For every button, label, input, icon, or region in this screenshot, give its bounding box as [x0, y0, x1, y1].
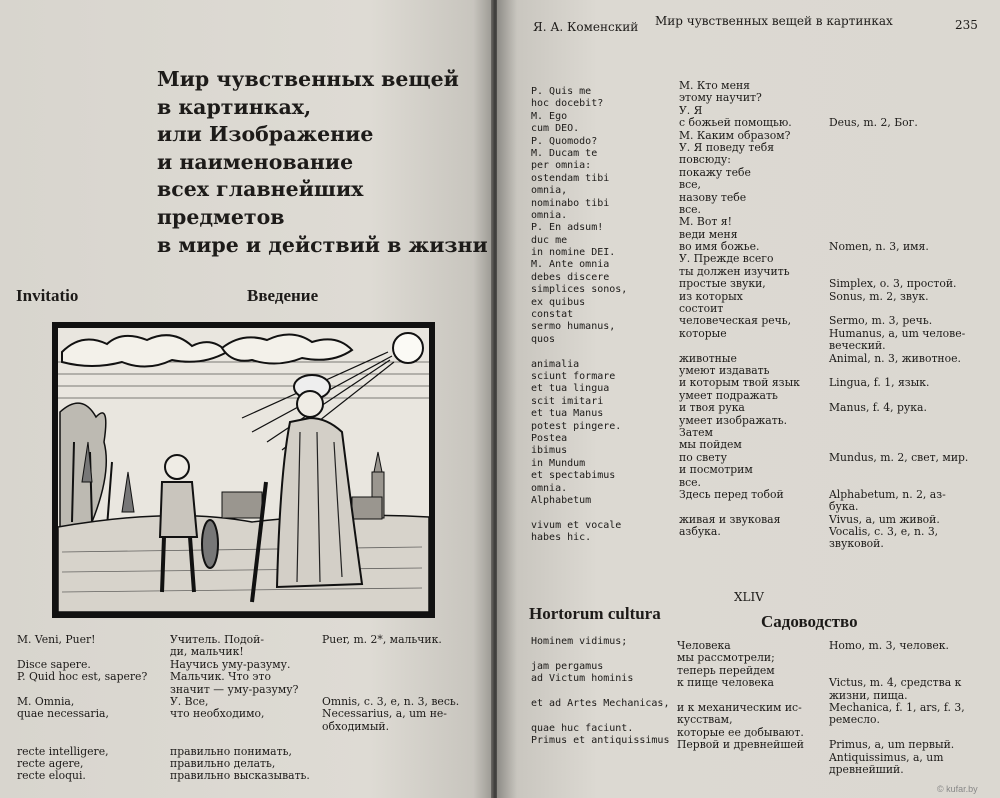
title-line: и наименование: [157, 149, 354, 174]
russian-line: назову тебе: [679, 190, 747, 204]
glossary-line: бука.: [829, 500, 859, 514]
latin-line: jam pergamus: [531, 660, 604, 672]
latin-line: M. Ducam te: [531, 147, 598, 159]
glossary-line: Mechanica, f. 1, ars, f. 3,: [829, 700, 965, 714]
title-line: или Изображение: [157, 122, 374, 147]
russian-line: и посмотрим: [679, 463, 753, 477]
russian-line: [679, 340, 827, 352]
russian-line: мы рассмотрели;: [677, 651, 775, 665]
russian-line: человеческая речь,: [679, 314, 792, 328]
chapter-number: XLIV: [734, 590, 764, 604]
russian-line: умеет изображать.: [679, 413, 788, 427]
glossary-line: Animal, n. 3, животное.: [829, 351, 961, 365]
woodcut-illustration: [52, 322, 435, 618]
running-title: Мир чувственных вещей в картинках: [655, 14, 893, 28]
glossary-line: [322, 646, 487, 658]
russian-line: мы пойдем: [679, 438, 742, 452]
glossary-line: Sonus, m. 2, звук.: [829, 289, 929, 303]
glossary-column: [322, 634, 487, 733]
glossary-line: [322, 659, 487, 671]
section-heading-russian: Введение: [247, 286, 319, 305]
glossary-line: Homo, m. 3, человек.: [829, 639, 949, 652]
russian-line: во имя божье.: [679, 240, 760, 254]
glossary-line: веческий.: [829, 339, 886, 353]
section-heading-latin: Invitatio: [16, 286, 79, 305]
glossary-line: [829, 154, 997, 166]
latin-line: simplices sonos,: [531, 284, 628, 296]
glossary-line: древнейший.: [829, 762, 904, 776]
latin-line: hoc docebit?: [531, 98, 604, 110]
russian-line: правильно делать,: [170, 756, 276, 770]
russian-line: и твоя рука: [679, 401, 745, 415]
latin-column: [531, 86, 671, 544]
glossary-line: Primus, a, um первый.: [829, 738, 955, 752]
chapter-heading-russian: Садоводство: [761, 612, 858, 631]
latin-line: ostendam tibi: [531, 172, 610, 184]
latin-line: [531, 710, 679, 722]
russian-line: М. Каким образом?: [679, 128, 791, 142]
latin-line: recte agere,: [17, 756, 84, 770]
latin-line: M. Omnia,: [17, 694, 75, 708]
page-number: 235: [955, 18, 978, 32]
russian-line: с божьей помощью.: [679, 116, 792, 130]
glossary-line: Necessarius, a, um не-: [322, 707, 447, 721]
russian-line: и которым твой язык: [679, 376, 800, 390]
latin-line: [531, 507, 671, 519]
latin-line: Alphabetum: [531, 494, 592, 506]
russian-line: состоит: [679, 302, 724, 316]
glossary-line: [829, 253, 997, 265]
latin-line: et spectabimus: [531, 470, 616, 482]
russian-line: все.: [679, 475, 701, 489]
russian-line: животные: [679, 351, 737, 365]
russian-line: теперь перейдем: [677, 663, 775, 677]
glossary-line: [829, 652, 997, 664]
latin-line: constat: [531, 309, 574, 321]
russian-line: М. Вот я!: [679, 215, 732, 229]
latin-line: ad Victum hominis: [531, 673, 634, 685]
russian-line: веди меня: [679, 227, 738, 241]
glossary-line: Humanus, a, um челове-: [829, 326, 966, 340]
latin-line: recte eloqui.: [17, 769, 86, 783]
latin-line: quae necessaria,: [17, 707, 109, 721]
russian-line: все,: [679, 178, 701, 192]
latin-line: P. Quid hoc est, sapere?: [17, 670, 148, 684]
russian-line: по свету: [679, 450, 727, 464]
glossary-column: [829, 80, 997, 551]
russian-line: ди, мальчик!: [170, 645, 244, 659]
glossary-line: Mundus, m. 2, свет, мир.: [829, 450, 969, 464]
latin-line: cum DEO.: [531, 123, 580, 135]
latin-line: sermo humanus,: [531, 321, 616, 333]
glossary-line: Sermo, m. 3, речь.: [829, 314, 933, 328]
russian-line: и к механическим ис-: [677, 700, 802, 714]
glossary-line: Puer, m. 2*, мальчик.: [322, 633, 442, 646]
latin-line: debes discere: [531, 271, 610, 283]
russian-line: простые звуки,: [679, 277, 766, 291]
russian-line: У. Я поведу тебя: [679, 140, 775, 154]
latin-line: habes hic.: [531, 532, 592, 544]
glossary-line: [829, 142, 997, 154]
latin-line: nominabo tibi: [531, 197, 610, 209]
latin-line: duc me: [531, 234, 568, 246]
latin-line: animalia: [531, 358, 580, 370]
russian-line: которые ее добывают.: [677, 725, 804, 739]
russian-line: азбука.: [679, 525, 721, 539]
russian-line: правильно понимать,: [170, 744, 292, 758]
latin-line: ibimus: [531, 445, 568, 457]
russian-line: покажу тебе: [679, 165, 751, 179]
latin-line: omnia.: [531, 209, 568, 221]
latin-line: potest pingere.: [531, 420, 622, 432]
latin-line: recte intelligere,: [17, 744, 109, 758]
woodcut-teacher-and-boy: [52, 322, 435, 618]
glossary-line: [829, 167, 997, 179]
latin-line: P. En adsum!: [531, 222, 604, 234]
latin-line: in nomine DEI.: [531, 247, 616, 259]
glossary-line: [829, 192, 997, 204]
russian-line: Первой и древнейшей: [677, 738, 804, 752]
russian-line: которые: [679, 326, 727, 340]
glossary-line: [829, 130, 997, 142]
glossary-line: [829, 216, 997, 228]
title-line: в картинках,: [157, 94, 312, 119]
chapter-russian-column: [677, 640, 827, 752]
russian-line: кусствам,: [677, 713, 733, 727]
latin-line: [531, 686, 679, 698]
russian-line: [170, 733, 318, 745]
latin-line: M. Ego: [531, 110, 568, 122]
glossary-line: Alphabetum, n. 2, аз-: [829, 487, 946, 501]
glossary-line: [829, 179, 997, 191]
title-line: в мире и действий в жизни: [157, 232, 488, 257]
russian-line: значит — уму-разуму?: [170, 682, 299, 696]
russian-line: Мальчик. Что это: [170, 670, 271, 684]
russian-line: ты должен изучить: [679, 264, 790, 278]
title-line: всех главнейших предметов: [157, 177, 364, 229]
latin-line: quae huc faciunt.: [531, 722, 634, 734]
latin-line: [17, 721, 167, 733]
glossary-line: Lingua, f. 1, язык.: [829, 376, 930, 390]
russian-line: повсюду:: [679, 153, 731, 167]
glossary-line: Vivus, a, um живой.: [829, 512, 940, 526]
glossary-line: обходимый.: [322, 719, 390, 733]
russian-column: [170, 634, 318, 783]
russian-line: Учитель. Подой-: [170, 633, 265, 646]
russian-line: Затем: [679, 425, 713, 439]
glossary-line: Omnis, c. 3, e, n. 3, весь.: [322, 694, 460, 708]
latin-line: [17, 733, 167, 745]
russian-line: [679, 501, 827, 513]
russian-line: умеют издавать: [679, 363, 770, 377]
right-page: [497, 0, 1000, 798]
title-line: Мир чувственных вещей: [157, 67, 459, 91]
left-page: [0, 0, 493, 798]
page-title: [157, 66, 493, 259]
russian-line: У. Я: [679, 103, 703, 117]
glossary-line: жизни, пища.: [829, 688, 908, 702]
glossary-line: Simplex, o. 3, простой.: [829, 277, 957, 291]
latin-line: et ad Artes Mechanicas,: [531, 697, 670, 709]
latin-line: Primus et antiquissimus: [531, 735, 670, 747]
russian-line: этому научит?: [679, 91, 762, 105]
russian-line: Здесь перед тобой: [679, 487, 784, 501]
latin-column: [17, 634, 167, 783]
russian-line: что необходимо,: [170, 707, 265, 721]
russian-line: У. Все,: [170, 694, 209, 708]
latin-line: M. Veni, Puer!: [17, 633, 96, 646]
chapter-glossary-column: [829, 640, 997, 776]
latin-line: omnia.: [531, 482, 568, 494]
glossary-line: [829, 92, 997, 104]
latin-line: sciunt formare: [531, 370, 616, 382]
latin-line: et tua Manus: [531, 408, 604, 420]
russian-line: к пище человека: [677, 676, 774, 690]
latin-line: P. Quis me: [531, 86, 592, 97]
glossary-line: звуковой.: [829, 537, 884, 551]
glossary-line: ремесло.: [829, 713, 880, 727]
russian-line: из которых: [679, 289, 743, 303]
chapter-latin-column: [531, 636, 679, 748]
russian-line: живая и звуковая: [679, 512, 781, 526]
latin-line: in Mundum: [531, 457, 586, 469]
russian-column: [679, 80, 827, 538]
glossary-line: [322, 671, 487, 683]
glossary-line: Manus, f. 4, рука.: [829, 401, 927, 415]
russian-line: Научись уму-разуму.: [170, 657, 291, 671]
latin-line: per omnia:: [531, 160, 592, 172]
russian-line: все.: [679, 202, 701, 216]
russian-line: Человека: [677, 639, 731, 652]
glossary-line: [829, 427, 997, 439]
latin-line: [17, 646, 167, 658]
russian-line: [170, 721, 318, 733]
latin-line: Postea: [531, 432, 568, 444]
russian-line: М. Кто меня: [679, 79, 750, 92]
glossary-line: [829, 204, 997, 216]
glossary-line: Victus, m. 4, средства к: [829, 676, 962, 690]
latin-line: omnia,: [531, 185, 568, 197]
watermark: © kufar.by: [937, 784, 978, 794]
glossary-line: Nomen, n. 3, имя.: [829, 240, 929, 254]
glossary-line: Vocalis, c. 3, e, n. 3,: [829, 525, 939, 539]
russian-line: У. Прежде всего: [679, 252, 774, 266]
latin-line: Hominem vidimus;: [531, 636, 628, 647]
latin-line: quos: [531, 333, 556, 345]
latin-line: [531, 346, 671, 358]
latin-line: vivum et vocale: [531, 519, 622, 531]
glossary-line: Deus, m. 2, Бог.: [829, 116, 918, 130]
glossary-line: [829, 464, 997, 476]
glossary-line: Antiquissimus, a, um: [829, 750, 944, 764]
russian-line: правильно высказывать.: [170, 769, 310, 783]
latin-line: [531, 648, 679, 660]
latin-line: et tua lingua: [531, 383, 610, 395]
latin-line: Disce sapere.: [17, 657, 91, 671]
glossary-line: [829, 439, 997, 451]
russian-line: умеет подражать: [679, 388, 778, 402]
running-author: Я. А. Коменский: [533, 20, 639, 34]
latin-line: ex quibus: [531, 296, 586, 308]
glossary-line: [829, 415, 997, 427]
latin-line: scit imitari: [531, 395, 604, 407]
latin-line: M. Ante omnia: [531, 259, 610, 271]
chapter-heading-latin: Hortorum cultura: [529, 604, 661, 623]
latin-line: P. Quomodo?: [531, 135, 598, 147]
glossary-line: [829, 80, 997, 92]
